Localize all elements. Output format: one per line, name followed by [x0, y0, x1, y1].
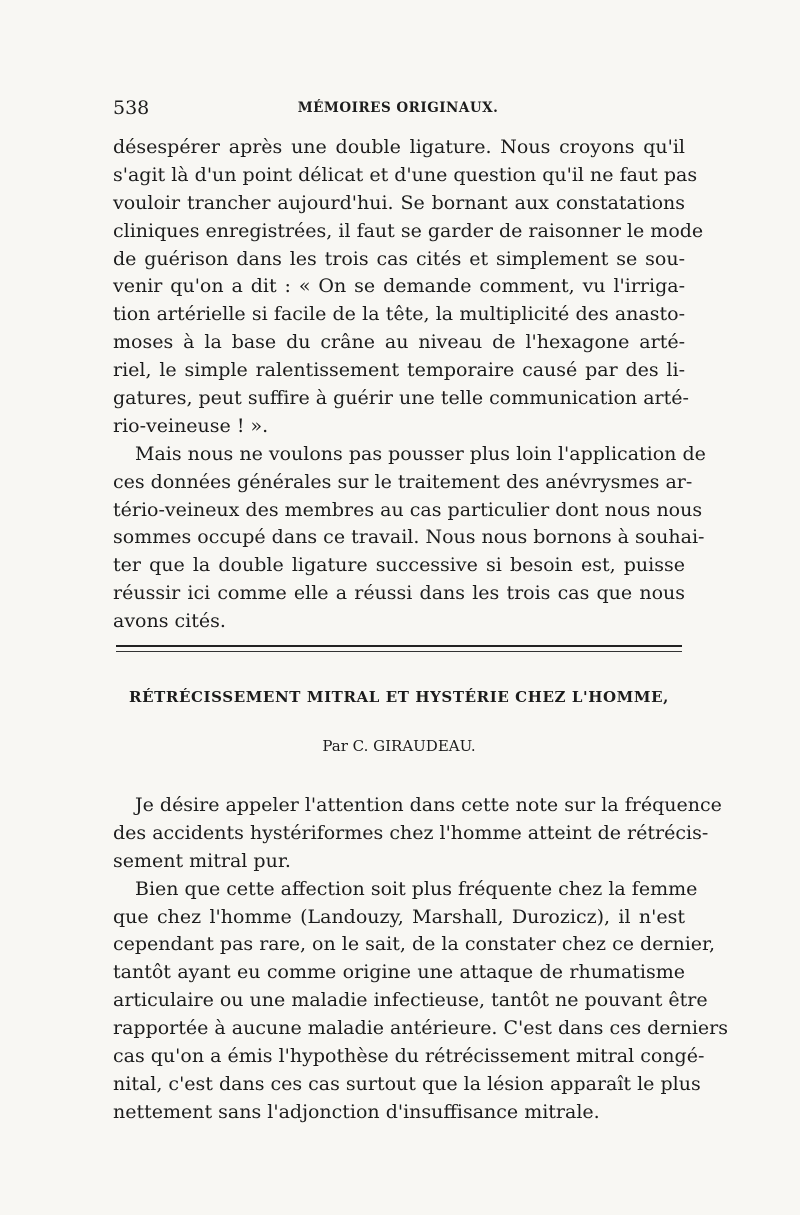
text-line: ces données générales sur le traitement des anévrysmes ar-: [113, 470, 693, 493]
text-line: désespérer après une double ligature. Nous croyons qu'il: [113, 136, 685, 158]
text-line: Je désire appeler l'attention dans cette note sur la fréquence: [135, 794, 722, 816]
divider-thin-rule: [116, 651, 682, 652]
text-line: venir qu'on a dit : « On se demande comment, vu l'irriga-: [113, 275, 685, 298]
text-line: tério-veineux des membres au cas particulier dont nous nous: [113, 498, 703, 521]
running-head: [113, 97, 683, 121]
text-line: s'agit là d'un point délicat et d'une question qu'il ne faut pas: [113, 163, 698, 186]
article-author: Par C. GIRAUDEAU.: [322, 737, 476, 755]
text-line: articulaire ou une maladie infectieuse, tantôt ne pouvant être: [113, 989, 708, 1012]
divider-thick-rule: [116, 645, 682, 647]
text-line: gatures, peut suffire à guérir une telle communication arté-: [113, 387, 689, 410]
text-line: rapportée à aucune maladie antérieure. C'est dans ces derniers: [113, 1017, 729, 1040]
text-line: tantôt ayant eu comme origine une attaque de rhumatisme: [113, 961, 685, 984]
text-line: de guérison dans les trois cas cités et simplement se sou-: [113, 247, 685, 270]
text-line: que chez l'homme (Landouzy, Marshall, Durozicz), il n'est: [113, 905, 685, 928]
running-title: MÉMOIRES ORIGINAUX.: [297, 100, 499, 116]
body-text-previous-article: [113, 134, 706, 636]
article-title: RÉTRÉCISSEMENT MITRAL ET HYSTÉRIE CHEZ L'HOMME,: [129, 688, 669, 706]
text-line: cependant pas rare, on le sait, de la constater chez ce dernier,: [113, 933, 716, 956]
section-divider: [116, 645, 682, 652]
text-line: moses à la base du crâne au niveau de l'hexagone arté-: [113, 331, 685, 354]
text-line: tion artérielle si facile de la tête, la multiplicité des anasto-: [113, 303, 685, 326]
text-line: sommes occupé dans ce travail. Nous nous bornons à souhai-: [113, 526, 705, 549]
text-line: cas qu'on a émis l'hypothèse du rétrécissement mitral congé-: [113, 1045, 705, 1068]
text-line: nettement sans l'adjonction d'insuffisance mitrale.: [113, 1100, 600, 1123]
text-line: réussir ici comme elle a réussi dans les trois cas que nous: [113, 582, 685, 605]
page-number: 538: [113, 97, 150, 119]
text-line: ter que la double ligature successive si besoin est, puisse: [113, 554, 685, 577]
text-line: avons cités.: [113, 610, 226, 633]
text-line: des accidents hystériformes chez l'homme atteint de rétrécis-: [113, 821, 709, 844]
body-text-new-article: [113, 792, 729, 1127]
text-line: Mais nous ne voulons pas pousser plus loin l'application de: [135, 442, 706, 465]
text-line: nital, c'est dans ces cas surtout que la lésion apparaît le plus: [113, 1072, 701, 1095]
text-line: vouloir trancher aujourd'hui. Se bornant aux constatations: [113, 191, 685, 214]
text-line: Bien que cette affection soit plus fréquente chez la femme: [135, 877, 698, 900]
text-line: riel, le simple ralentissement temporaire causé par des li-: [113, 359, 685, 382]
text-line: sement mitral pur.: [113, 849, 291, 872]
text-line: cliniques enregistrées, il faut se garder de raisonner le mode: [113, 219, 704, 242]
text-line: rio-veineuse ! ».: [113, 414, 269, 437]
